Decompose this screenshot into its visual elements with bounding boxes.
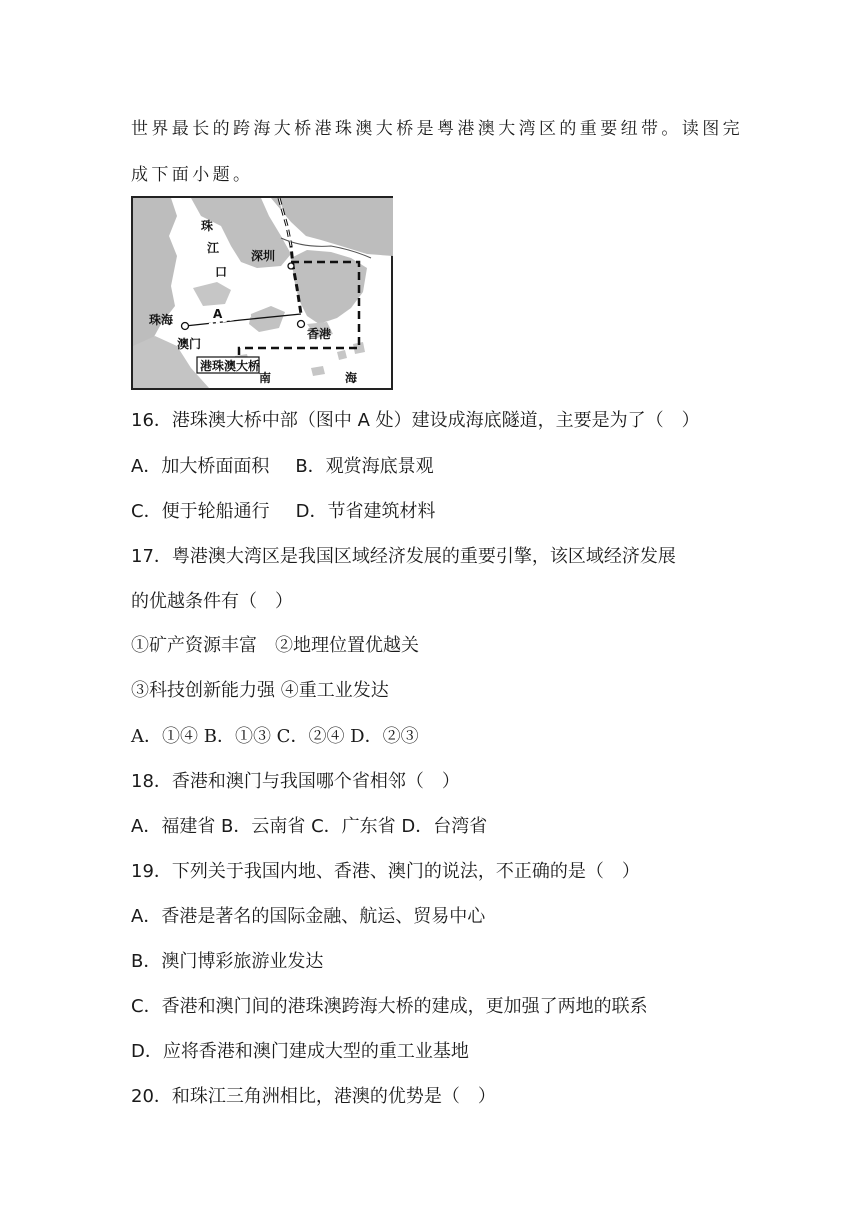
q19-option-d: D．应将香港和澳门建成大型的重工业基地	[131, 1041, 469, 1062]
map-label-aomen: 澳门	[177, 337, 202, 351]
q16-option-d: D．节省建筑材料	[295, 501, 436, 522]
intro-line-1: 世界最长的跨海大桥港珠澳大桥是粤港澳大湾区的重要纽带。读图完	[131, 119, 743, 139]
q19-option-c: C．香港和澳门间的港珠澳跨海大桥的建成，更加强了两地的联系	[131, 996, 648, 1017]
q16-options-cd	[131, 501, 435, 523]
map-label-xianggang: 香港	[307, 327, 332, 341]
q16-option-a: A．加大桥面面积	[131, 456, 270, 477]
q16-option-c: C．便于轮船通行	[131, 501, 270, 522]
q18-stem: 18．香港和澳门与我国哪个省相邻（ ）	[131, 771, 460, 792]
map-label-kou: 口	[215, 265, 228, 279]
pearl-river-map	[131, 196, 393, 390]
q18-choices: A．福建省 B．云南省 C．广东省 D．台湾省	[131, 816, 488, 837]
intro-line-2: 成下面小题。	[131, 165, 254, 185]
q20-stem: 20．和珠江三角洲相比，港澳的优势是（ ）	[131, 1086, 496, 1107]
q17-choices: A．①④ B．①③ C．②④ D．②③	[131, 726, 419, 747]
map-label-a: A	[213, 307, 223, 321]
q16-stem: 16．港珠澳大桥中部（图中 A 处）建设成海底隧道，主要是为了（ ）	[131, 410, 700, 431]
q17-opt-line-2: ③科技创新能力强 ④重工业发达	[131, 680, 389, 701]
map-label-jiang: 江	[207, 241, 220, 255]
map-label-shenzhen: 深圳	[251, 249, 276, 263]
q17-stem-2: 的优越条件有（ ）	[131, 591, 293, 612]
q17-stem-1: 17．粤港澳大湾区是我国区域经济发展的重要引擎，该区域经济发展	[131, 546, 676, 567]
map-label-bridge: 港珠澳大桥	[200, 359, 261, 373]
map-label-nan: 南	[259, 371, 272, 385]
q19-option-a: A．香港是著名的国际金融、航运、贸易中心	[131, 906, 486, 927]
map-label-hai: 海	[345, 371, 358, 385]
map-label-zhu: 珠	[201, 219, 214, 233]
q19-option-b: B．澳门博彩旅游业发达	[131, 951, 324, 972]
map-label-zhuhai: 珠海	[149, 313, 174, 327]
q19-stem: 19．下列关于我国内地、香港、澳门的说法，不正确的是（ ）	[131, 861, 640, 882]
q17-opt-line-1: ①矿产资源丰富 ②地理位置优越关	[131, 635, 419, 656]
q16-options-ab	[131, 456, 434, 478]
q16-option-b: B．观赏海底景观	[295, 456, 434, 477]
